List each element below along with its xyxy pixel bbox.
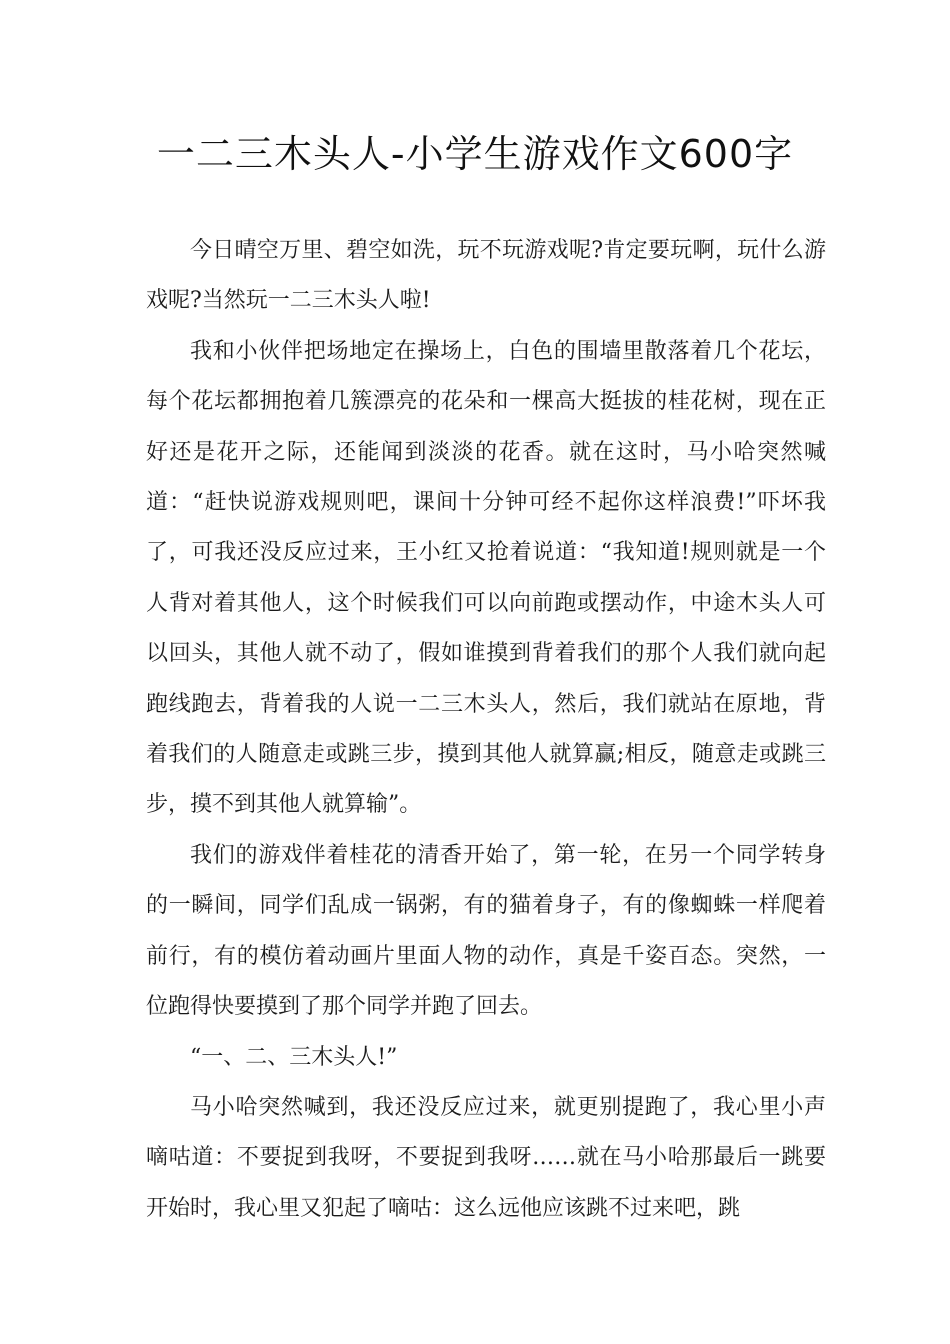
paragraph-4: “一、二、三木头人!”	[190, 1044, 398, 1070]
paragraph-5: 马小哈突然喊到，我还没反应过来，就更别提跑了，我心里小声嘀咕道：不要捉到我呀，不要捉到我呀……就在马小哈那最后一跳要开始时，我心里又犯起了嘀咕：这么远他应该跳不过来吧，跳	[146, 1094, 826, 1221]
document-body	[146, 226, 826, 1234]
paragraph-2: 我和小伙伴把场地定在操场上，白色的围墙里散落着几个花坛，每个花坛都拥抱着几簇漂亮的花朵和一棵高大挺拔的桂花树，现在正好还是花开之际，还能闻到淡淡的花香。就在这时，马小哈突然喊道：“赶快说游戏规则吧，课间十分钟可经不起你这样浪费!”吓坏我了，可我还没反应过来，王小红又抢着说道：“我知道!规则就是一个人背对着其他人，这个时候我们可以向前跑或摆动作，中途木头人可以回头，其他人就不动了，假如谁摸到背着我们的那个人我们就向起跑线跑去，背着我的人说一二三木头人，然后，我们就站在原地，背着我们的人随意走或跳三步，摸到其他人就算赢;相反，随意走或跳三步，摸不到其他人就算输”。	[146, 338, 826, 818]
document-title: 一二三木头人-小学生游戏作文600字	[156, 132, 794, 176]
paragraph-1: 今日晴空万里、碧空如洗，玩不玩游戏呢?肯定要玩啊，玩什么游戏呢?当然玩一二三木头人啦!	[146, 238, 826, 314]
paragraph-3: 我们的游戏伴着桂花的清香开始了，第一轮，在另一个同学转身的一瞬间，同学们乱成一锅粥，有的猫着身子，有的像蜘蛛一样爬着前行，有的模仿着动画片里面人物的动作，真是千姿百态。突然，一位跑得快要摸到了那个同学并跑了回去。	[146, 842, 826, 1020]
